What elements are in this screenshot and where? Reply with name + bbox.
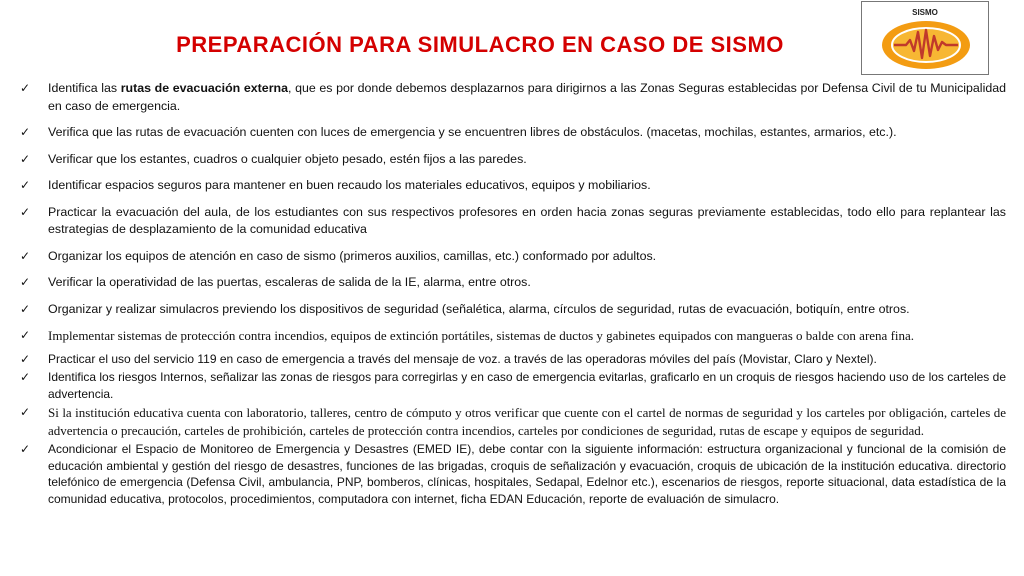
item-text: Acondicionar el Espacio de Monitoreo de Emergencia y Desastres (EMED IE), debe contar con la siguiente información: estructura organizacional y funcional de la comisión de educación ambiental y gestión del riesgo de desastres, funciones de las brigadas, croquis de señalización y evacuación, croquis de ubicación de la institución educativa. directorio telefónico de emergencia (Defensa Civil, ambulancia, PNP, bomberos, clínicas, hospitales, Sedapal, Edelnor etc.), escenarios de riesgos, reporte situacional, data estadística de la comunidad educativa, protocolos, procedimientos, computadora con internet, ficha EDAN Educación, reporte de evaluación de simulacro. bbox=[48, 442, 1006, 506]
list-item bbox=[20, 204, 1006, 239]
item-text: Si la institución educativa cuenta con laboratorio, talleres, centro de cómputo y otros verificar que cuente con el cartel de normas de seguridad y los carteles por obligación, carteles de advertencia o precaución, carteles de prohibición, carteles de protección contra incendios, carteles por condiciones de seguridad, rutas de escape y equipos de seguridad. bbox=[48, 405, 1006, 438]
check-mark-icon: ✓ bbox=[20, 178, 31, 192]
check-mark-icon: ✓ bbox=[20, 370, 31, 384]
list-item bbox=[20, 151, 1006, 169]
logo-label: SISMO bbox=[912, 8, 938, 17]
list-item bbox=[20, 369, 1006, 402]
list-item bbox=[20, 177, 1006, 195]
item-text: Organizar y realizar simulacros previendo los dispositivos de seguridad (señalética, alarma, círculos de seguridad, rutas de evacuación, botiquín, entre otros. bbox=[48, 301, 910, 316]
list-item bbox=[20, 327, 1006, 345]
item-text: Identifica los riesgos Internos, señalizar las zonas de riesgos para corregirlas y en caso de emergencia evitarlas, graficarlo en un croquis de riesgos haciendo uso de los carteles de advertencia. bbox=[48, 370, 1006, 401]
check-mark-icon: ✓ bbox=[20, 328, 31, 342]
list-item bbox=[20, 80, 1006, 115]
check-mark-icon: ✓ bbox=[20, 442, 31, 456]
checklist bbox=[20, 80, 1006, 507]
check-mark-icon: ✓ bbox=[20, 151, 31, 166]
check-mark-icon: ✓ bbox=[20, 204, 31, 219]
check-mark-icon: ✓ bbox=[20, 248, 31, 263]
item-text: Verifica que las rutas de evacuación cuenten con luces de emergencia y se encuentren libres de obstáculos. (macetas, mochilas, estantes, armarios, etc.). bbox=[48, 125, 897, 139]
list-item bbox=[20, 404, 1006, 439]
item-text: Practicar el uso del servicio 119 en caso de emergencia a través del mensaje de voz. a través de las operadoras móviles del país (Movistar, Claro y Nextel). bbox=[48, 351, 877, 366]
check-mark-icon: ✓ bbox=[20, 275, 31, 289]
page-title: PREPARACIÓN PARA SIMULACRO EN CASO DE SISMO bbox=[176, 32, 784, 57]
check-mark-icon: ✓ bbox=[20, 405, 31, 419]
list-item bbox=[20, 248, 1006, 266]
check-mark-icon: ✓ bbox=[20, 301, 31, 316]
item-text: Practicar la evacuación del aula, de los estudiantes con sus respectivos profesores en orden hacia zonas seguras previamente establecidas, todo ello para replantear las estrategias de desplazamiento de la comunidad educativa bbox=[48, 204, 1006, 236]
list-item bbox=[20, 351, 1006, 368]
list-item bbox=[20, 124, 1006, 142]
item-text: Organizar los equipos de atención en caso de sismo (primeros auxilios, camillas, etc.) conformado por adultos. bbox=[48, 248, 657, 263]
seismic-wave-icon bbox=[880, 18, 972, 70]
list-item bbox=[20, 274, 1006, 292]
check-mark-icon: ✓ bbox=[20, 81, 31, 95]
item-text: Identificar espacios seguros para mantener en buen recaudo los materiales educativos, equipos y mobiliarios. bbox=[48, 178, 651, 192]
check-mark-icon: ✓ bbox=[20, 351, 31, 366]
item-text: Implementar sistemas de protección contra incendios, equipos de extinción portátiles, sistemas de ductos y gabinetes equipados con mangueras o balde con arena fina. bbox=[48, 328, 915, 343]
item-text: Verificar la operatividad de las puertas, escaleras de salida de la IE, alarma, entre otros. bbox=[48, 275, 531, 289]
item-text: Verificar que los estantes, cuadros o cualquier objeto pesado, estén fijos a las paredes. bbox=[48, 151, 527, 166]
sismo-logo bbox=[861, 1, 989, 75]
item-text: Identifica las rutas de evacuación externa, que es por donde debemos desplazarnos para dirigirnos a las Zonas Seguras establecidas por Defensa Civil de tu Municipalidad en caso de emergencia. bbox=[48, 81, 1006, 113]
list-item bbox=[20, 441, 1006, 507]
check-mark-icon: ✓ bbox=[20, 125, 31, 139]
list-item bbox=[20, 301, 1006, 319]
